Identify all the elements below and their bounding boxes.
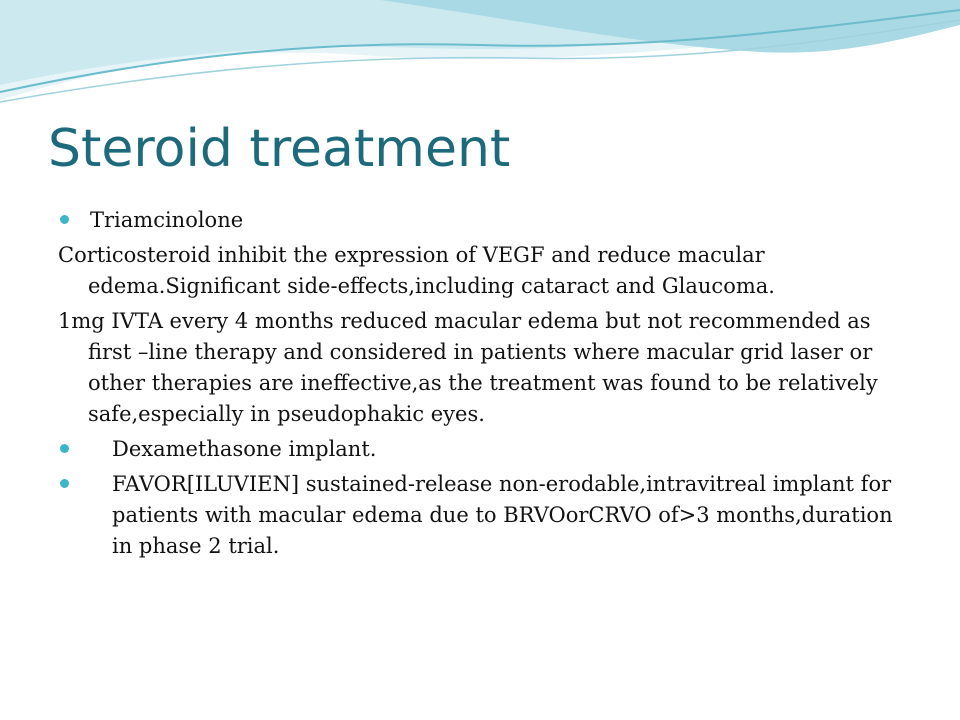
bullet-dot-icon xyxy=(60,444,69,453)
slide-body xyxy=(58,205,908,566)
bullet-item-triamcinolone xyxy=(58,205,908,236)
bullet-text: FAVOR[ILUVIEN] sustained-release non-erodable,intravitreal implant for patients with macular edema due to BRVOorCRVO of>3 months,duration in phase 2 trial. xyxy=(112,472,893,558)
slide-title: Steroid treatment xyxy=(48,119,511,179)
paragraph-ivta: 1mg IVTA every 4 months reduced macular edema but not recommended as first –line therapy and considered in patients where macular grid laser or other therapies are ineffective,as the treatment was found to be relatively safe,especially in pseudophakic eyes. xyxy=(58,309,878,426)
paragraph-corticosteroid: Corticosteroid inhibit the expression of VEGF and reduce macular edema.Significant side-effects,including cataract and Glaucoma. xyxy=(58,243,775,298)
bullet-item-dexamethasone xyxy=(58,434,908,465)
bullet-text: Triamcinolone xyxy=(90,208,244,232)
header-wave-decoration xyxy=(0,0,960,120)
bullet-item-favor xyxy=(58,469,908,562)
bullet-dot-icon xyxy=(60,215,69,224)
bullet-text: Dexamethasone implant. xyxy=(112,437,377,461)
bullet-dot-icon xyxy=(60,479,69,488)
